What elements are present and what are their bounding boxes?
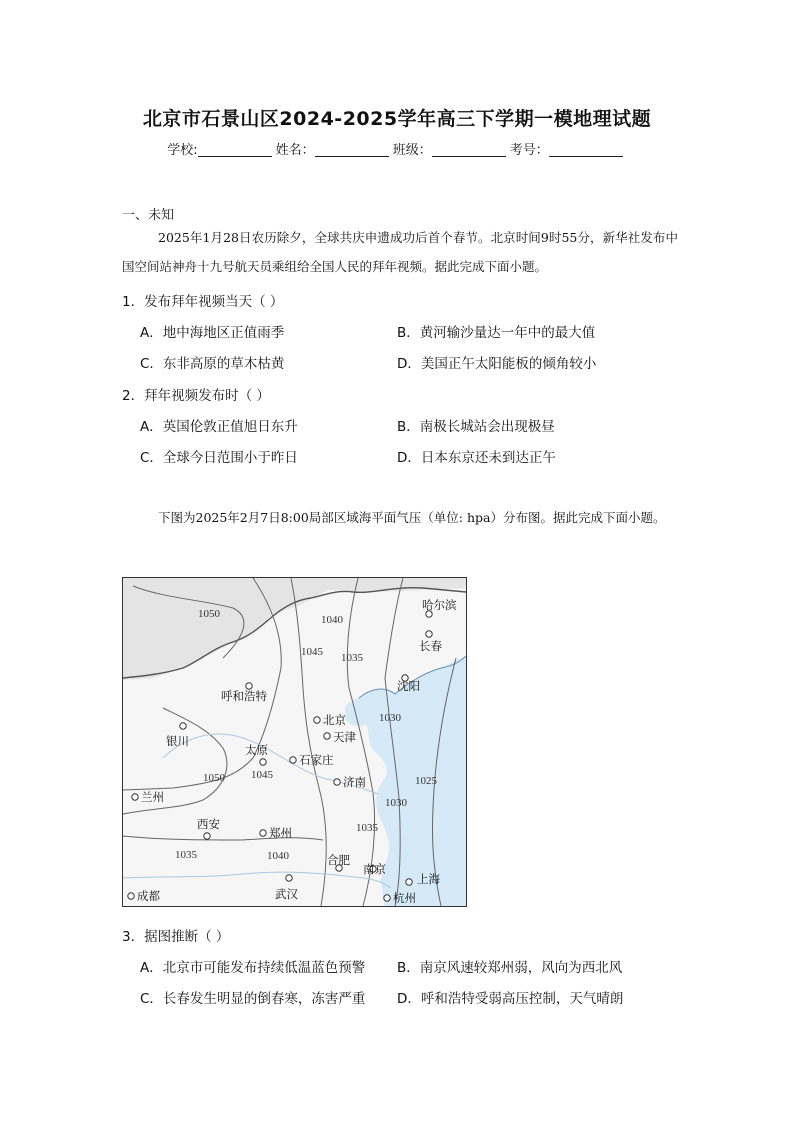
city-marker xyxy=(314,717,320,723)
city-marker xyxy=(290,757,296,763)
city-marker xyxy=(260,830,266,836)
city-marker xyxy=(384,895,390,901)
isobar-label: 1040 xyxy=(321,614,343,626)
city-label: 济南 xyxy=(343,775,366,789)
student-info-line xyxy=(0,139,794,158)
isobar-1035-south xyxy=(123,836,323,840)
pressure-map xyxy=(122,577,467,907)
city-label: 西安 xyxy=(197,817,220,831)
city-label: 杭州 xyxy=(393,891,416,905)
city-label: 北京 xyxy=(323,713,346,727)
city-marker xyxy=(132,794,138,800)
city-marker xyxy=(128,893,134,899)
city-marker xyxy=(286,875,292,881)
river-yangtze xyxy=(123,872,391,888)
isobar-label: 1050 xyxy=(203,772,225,784)
city-label: 天津 xyxy=(333,730,356,744)
city-label: 南京 xyxy=(363,862,386,876)
city-label: 长春 xyxy=(419,639,442,653)
q1-option-c[interactable]: C．东非高原的草木枯黄 xyxy=(140,356,285,372)
q3-option-a[interactable]: A．北京市可能发布持续低温蓝色预警 xyxy=(140,960,366,976)
class-blank[interactable] xyxy=(432,144,506,157)
mongolia-region xyxy=(123,578,466,680)
question-2-stem: 2．拜年视频发布时（ ） xyxy=(122,388,270,404)
isobar-label: 1035 xyxy=(341,652,363,664)
isobar-label: 1035 xyxy=(175,849,197,861)
city-label: 兰州 xyxy=(141,790,164,804)
exam-no-blank[interactable] xyxy=(549,144,623,157)
q3-option-d[interactable]: D．呼和浩特受弱高压控制，天气晴朗 xyxy=(397,991,624,1007)
city-label: 武汉 xyxy=(275,887,298,901)
isobar-label: 1045 xyxy=(251,769,273,781)
q3-option-b[interactable]: B．南京风速较郑州弱，风向为西北风 xyxy=(397,960,623,976)
q2-option-c[interactable]: C．全球今日范围小于昨日 xyxy=(140,450,298,466)
city-label: 合肥 xyxy=(327,853,350,867)
q1-option-b[interactable]: B．黄河输沙量达一年中的最大值 xyxy=(397,325,596,341)
city-label: 太原 xyxy=(245,743,268,757)
q3-option-c[interactable]: C．长春发生明显的倒春寒，冻害严重 xyxy=(140,991,366,1007)
city-label: 上海 xyxy=(417,872,440,886)
isobar-label: 1030 xyxy=(385,797,407,809)
city-label: 沈阳 xyxy=(397,679,420,693)
q2-option-d[interactable]: D．日本东京还未到达正午 xyxy=(397,450,556,466)
city-label: 哈尔滨 xyxy=(422,598,457,612)
q1-option-a[interactable]: A．地中海地区正值雨季 xyxy=(140,325,285,341)
pressure-map-svg xyxy=(123,578,466,906)
exam-no-label: 考号： xyxy=(509,143,549,158)
city-marker xyxy=(260,759,266,765)
question-1-stem: 1．发布拜年视频当天（ ） xyxy=(122,294,284,310)
section-heading: 一、未知 xyxy=(122,208,175,223)
city-marker xyxy=(426,631,432,637)
isobar-1050-south xyxy=(123,708,227,814)
city-label: 石家庄 xyxy=(299,753,334,767)
q1-option-d[interactable]: D．美国正午太阳能板的倾角较小 xyxy=(397,356,597,372)
city-label: 银川 xyxy=(166,734,189,748)
isobar-label: 1035 xyxy=(356,822,378,834)
city-marker xyxy=(324,733,330,739)
city-marker xyxy=(406,879,412,885)
school-label: 学校: xyxy=(167,143,198,158)
question-3-stem: 3．据图推断（ ） xyxy=(122,929,230,945)
passage-1: 2025年1月28日农历除夕，全球共庆申遗成功后首个春节。北京时间9时55分，新华社发布中国空间站神舟十九号航天员乘组给全国人民的拜年视频。据此完成下面小题。 xyxy=(122,230,678,274)
q2-option-b[interactable]: B．南极长城站会出现极昼 xyxy=(397,419,555,435)
name-blank[interactable] xyxy=(315,144,389,157)
isobar-label: 1025 xyxy=(415,775,437,787)
school-blank[interactable] xyxy=(198,144,272,157)
city-label: 呼和浩特 xyxy=(221,689,267,703)
isobar-label: 1045 xyxy=(301,646,323,658)
isobar-label: 1030 xyxy=(379,712,401,724)
q2-option-a[interactable]: A．英国伦敦正值旭日东升 xyxy=(140,419,298,435)
class-label: 班级： xyxy=(392,143,432,158)
page-title: 北京市石景山区2024-2025学年高三下学期一模地理试题 xyxy=(142,108,652,130)
name-label: 姓名： xyxy=(275,143,315,158)
city-marker xyxy=(180,723,186,729)
isobar-label: 1040 xyxy=(267,850,289,862)
passage-2: 下图为2025年2月7日8:00局部区域海平面气压（单位: hpa）分布图。据此完成下面小题。 xyxy=(158,510,666,525)
isobar-1040 xyxy=(291,578,326,906)
city-marker xyxy=(204,833,210,839)
isobar-label: 1050 xyxy=(198,608,220,620)
city-label: 郑州 xyxy=(269,826,292,840)
city-label: 成都 xyxy=(137,889,160,903)
city-marker xyxy=(334,779,340,785)
